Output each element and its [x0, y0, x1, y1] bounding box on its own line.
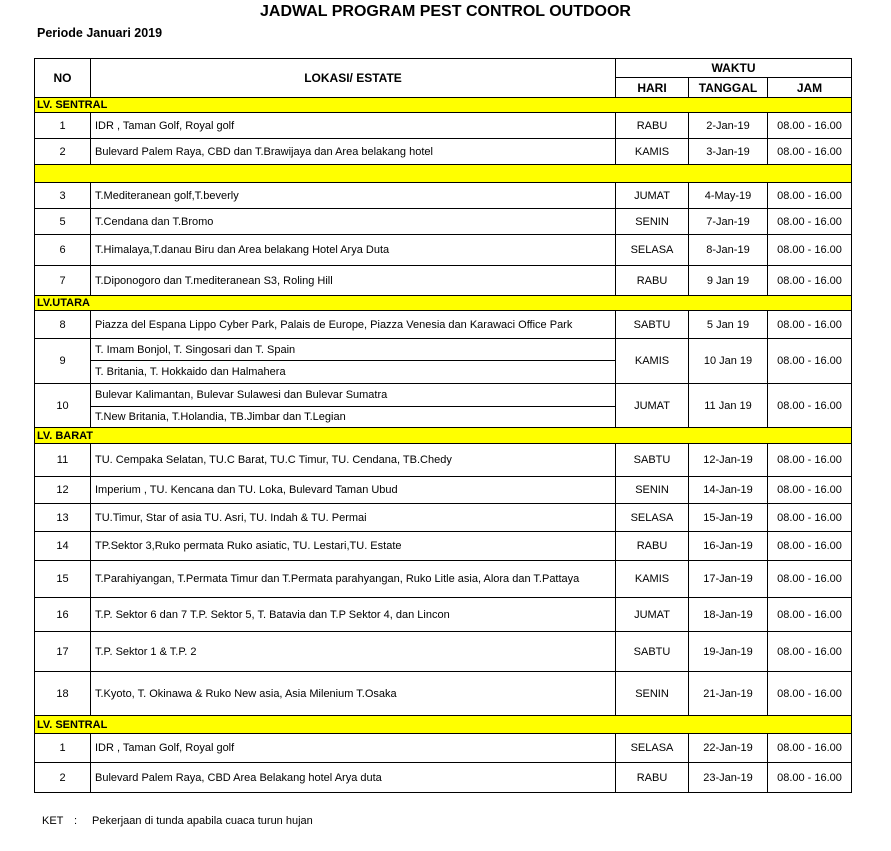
- cell-hari: SABTU: [616, 632, 689, 672]
- table-row: [35, 235, 852, 266]
- cell-hari: RABU: [616, 113, 689, 139]
- cell-jam: 08.00 - 16.00: [768, 209, 852, 235]
- cell-jam: 08.00 - 16.00: [768, 311, 852, 339]
- cell-lokasi: T.New Britania, T.Holandia, TB.Jimbar dan T.Legian: [91, 407, 616, 428]
- cell-lokasi: Bulevar Kalimantan, Bulevar Sulawesi dan Bulevar Sumatra: [91, 384, 616, 407]
- cell-tanggal: 12-Jan-19: [689, 444, 768, 477]
- section-label: LV. SENTRAL: [35, 98, 852, 113]
- footnote-text: Pekerjaan di tunda apabila cuaca turun hujan: [92, 815, 313, 827]
- section-label: LV.UTARA: [35, 296, 852, 311]
- cell-lokasi: Bulevard Palem Raya, CBD Area Belakang hotel Arya duta: [91, 763, 616, 793]
- cell-tanggal: 7-Jan-19: [689, 209, 768, 235]
- cell-jam: 08.00 - 16.00: [768, 384, 852, 428]
- cell-hari: JUMAT: [616, 183, 689, 209]
- cell-hari: RABU: [616, 266, 689, 296]
- cell-lokasi: IDR , Taman Golf, Royal golf: [91, 734, 616, 763]
- cell-lokasi: T.Himalaya,T.danau Biru dan Area belakang Hotel Arya Duta: [91, 235, 616, 266]
- cell-lokasi: Bulevard Palem Raya, CBD dan T.Brawijaya dan Area belakang hotel: [91, 139, 616, 165]
- cell-jam: 08.00 - 16.00: [768, 734, 852, 763]
- cell-hari: SELASA: [616, 734, 689, 763]
- cell-tanggal: 22-Jan-19: [689, 734, 768, 763]
- cell-no: 1: [35, 734, 91, 763]
- cell-lokasi: T.Kyoto, T. Okinawa & Ruko New asia, Asia Milenium T.Osaka: [91, 672, 616, 716]
- section-row: [35, 428, 852, 444]
- cell-no: 13: [35, 504, 91, 532]
- section-row: [35, 165, 852, 183]
- header-hari: HARI: [616, 78, 689, 98]
- footnote-label: KET: [42, 815, 64, 827]
- cell-hari: JUMAT: [616, 598, 689, 632]
- section-label: LV. SENTRAL: [35, 716, 852, 734]
- cell-tanggal: 14-Jan-19: [689, 477, 768, 504]
- cell-jam: 08.00 - 16.00: [768, 598, 852, 632]
- cell-lokasi: TU. Cempaka Selatan, TU.C Barat, TU.C Timur, TU. Cendana, TB.Chedy: [91, 444, 616, 477]
- cell-tanggal: 10 Jan 19: [689, 339, 768, 384]
- table-row: [35, 763, 852, 793]
- period-label: Periode Januari 2019: [37, 26, 163, 40]
- table-row: [35, 632, 852, 672]
- cell-jam: 08.00 - 16.00: [768, 444, 852, 477]
- cell-jam: 08.00 - 16.00: [768, 139, 852, 165]
- section-label: LV. BARAT: [35, 428, 852, 444]
- cell-no: 16: [35, 598, 91, 632]
- cell-lokasi: T.Mediteranean golf,T.beverly: [91, 183, 616, 209]
- cell-jam: 08.00 - 16.00: [768, 763, 852, 793]
- cell-no: 8: [35, 311, 91, 339]
- cell-lokasi: T.P. Sektor 6 dan 7 T.P. Sektor 5, T. Batavia dan T.P Sektor 4, dan Lincon: [91, 598, 616, 632]
- table-row: [35, 532, 852, 561]
- cell-no: 14: [35, 532, 91, 561]
- cell-hari: SELASA: [616, 504, 689, 532]
- table-row: [35, 477, 852, 504]
- table-row: [35, 339, 852, 361]
- cell-hari: KAMIS: [616, 339, 689, 384]
- cell-lokasi: T. Britania, T. Hokkaido dan Halmahera: [91, 361, 616, 384]
- cell-tanggal: 8-Jan-19: [689, 235, 768, 266]
- cell-hari: SABTU: [616, 311, 689, 339]
- header-jam: JAM: [768, 78, 852, 98]
- cell-lokasi: T.Diponogoro dan T.mediteranean S3, Roling Hill: [91, 266, 616, 296]
- cell-jam: 08.00 - 16.00: [768, 266, 852, 296]
- cell-tanggal: 18-Jan-19: [689, 598, 768, 632]
- cell-tanggal: 23-Jan-19: [689, 763, 768, 793]
- cell-lokasi: IDR , Taman Golf, Royal golf: [91, 113, 616, 139]
- cell-jam: 08.00 - 16.00: [768, 477, 852, 504]
- cell-no: 3: [35, 183, 91, 209]
- table-row: [35, 183, 852, 209]
- cell-no: 2: [35, 763, 91, 793]
- header-tanggal: TANGGAL: [689, 78, 768, 98]
- cell-tanggal: 16-Jan-19: [689, 532, 768, 561]
- cell-no: 17: [35, 632, 91, 672]
- cell-hari: SABTU: [616, 444, 689, 477]
- cell-lokasi: Imperium , TU. Kencana dan TU. Loka, Bulevard Taman Ubud: [91, 477, 616, 504]
- table-row: [35, 672, 852, 716]
- cell-tanggal: 17-Jan-19: [689, 561, 768, 598]
- section-label: [35, 165, 852, 183]
- cell-lokasi: Piazza del Espana Lippo Cyber Park, Palais de Europe, Piazza Venesia dan Karawaci Office Park: [91, 311, 616, 339]
- cell-tanggal: 11 Jan 19: [689, 384, 768, 428]
- cell-jam: 08.00 - 16.00: [768, 561, 852, 598]
- footnote-colon: :: [74, 815, 78, 827]
- cell-tanggal: 3-Jan-19: [689, 139, 768, 165]
- cell-jam: 08.00 - 16.00: [768, 235, 852, 266]
- cell-jam: 08.00 - 16.00: [768, 532, 852, 561]
- cell-tanggal: 4-May-19: [689, 183, 768, 209]
- table-row: [35, 113, 852, 139]
- cell-hari: SENIN: [616, 672, 689, 716]
- header-lokasi: LOKASI/ ESTATE: [91, 59, 616, 98]
- cell-no: 12: [35, 477, 91, 504]
- cell-hari: RABU: [616, 763, 689, 793]
- cell-hari: KAMIS: [616, 561, 689, 598]
- cell-hari: KAMIS: [616, 139, 689, 165]
- table-row: [35, 139, 852, 165]
- cell-tanggal: 19-Jan-19: [689, 632, 768, 672]
- cell-lokasi: TP.Sektor 3,Ruko permata Ruko asiatic, TU. Lestari,TU. Estate: [91, 532, 616, 561]
- table-row: [35, 266, 852, 296]
- cell-tanggal: 5 Jan 19: [689, 311, 768, 339]
- table-row: [35, 598, 852, 632]
- cell-no: 2: [35, 139, 91, 165]
- cell-jam: 08.00 - 16.00: [768, 113, 852, 139]
- cell-jam: 08.00 - 16.00: [768, 504, 852, 532]
- cell-hari: RABU: [616, 532, 689, 561]
- cell-tanggal: 2-Jan-19: [689, 113, 768, 139]
- cell-lokasi: TU.Timur, Star of asia TU. Asri, TU. Indah & TU. Permai: [91, 504, 616, 532]
- header-no: NO: [35, 59, 91, 98]
- table-row: [35, 311, 852, 339]
- cell-no: 9: [35, 339, 91, 384]
- cell-jam: 08.00 - 16.00: [768, 632, 852, 672]
- footnote: [42, 815, 313, 827]
- page-title: JADWAL PROGRAM PEST CONTROL OUTDOOR: [260, 3, 631, 20]
- cell-jam: 08.00 - 16.00: [768, 672, 852, 716]
- cell-tanggal: 15-Jan-19: [689, 504, 768, 532]
- table-row: [35, 384, 852, 407]
- cell-no: 6: [35, 235, 91, 266]
- cell-tanggal: 9 Jan 19: [689, 266, 768, 296]
- cell-no: 5: [35, 209, 91, 235]
- cell-hari: SELASA: [616, 235, 689, 266]
- table-row: [35, 444, 852, 477]
- cell-jam: 08.00 - 16.00: [768, 183, 852, 209]
- cell-jam: 08.00 - 16.00: [768, 339, 852, 384]
- cell-no: 15: [35, 561, 91, 598]
- cell-hari: SENIN: [616, 477, 689, 504]
- cell-lokasi: T. Imam Bonjol, T. Singosari dan T. Spain: [91, 339, 616, 361]
- cell-tanggal: 21-Jan-19: [689, 672, 768, 716]
- cell-lokasi: T.P. Sektor 1 & T.P. 2: [91, 632, 616, 672]
- section-row: [35, 716, 852, 734]
- table-row: [35, 504, 852, 532]
- cell-no: 7: [35, 266, 91, 296]
- cell-no: 1: [35, 113, 91, 139]
- cell-no: 10: [35, 384, 91, 428]
- table-row: [35, 561, 852, 598]
- cell-lokasi: T.Parahiyangan, T.Permata Timur dan T.Permata parahyangan, Ruko Litle asia, Alora dan T.Pattaya: [91, 561, 616, 598]
- cell-hari: JUMAT: [616, 384, 689, 428]
- schedule-table: [34, 58, 852, 793]
- section-row: [35, 296, 852, 311]
- cell-lokasi: T.Cendana dan T.Bromo: [91, 209, 616, 235]
- table-row: [35, 209, 852, 235]
- header-waktu: WAKTU: [616, 59, 852, 78]
- table-row: [35, 734, 852, 763]
- cell-no: 11: [35, 444, 91, 477]
- section-row: [35, 98, 852, 113]
- cell-hari: SENIN: [616, 209, 689, 235]
- cell-no: 18: [35, 672, 91, 716]
